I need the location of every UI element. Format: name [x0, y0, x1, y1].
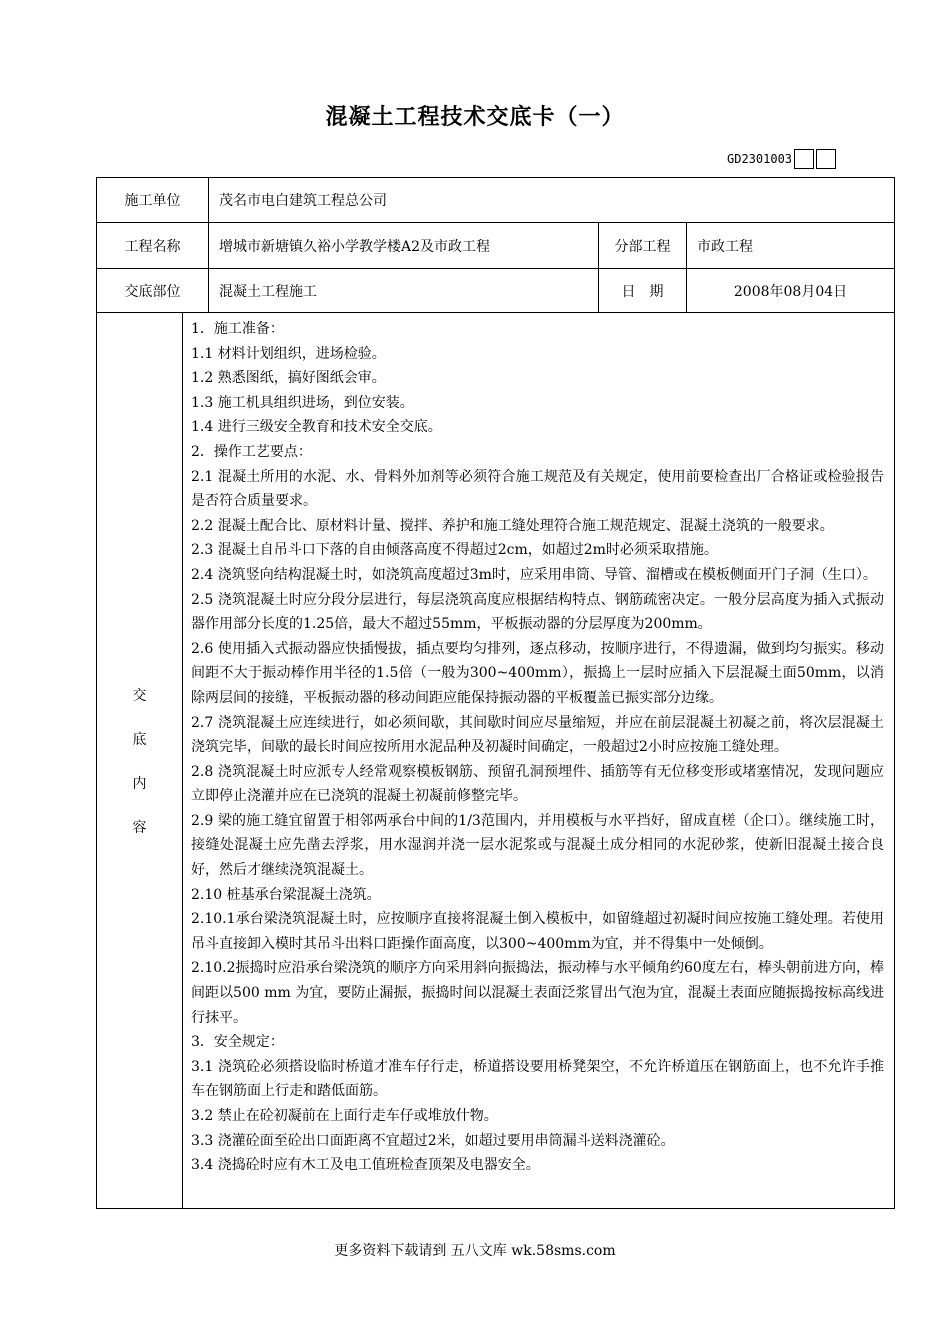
project-value: 增城市新塘镇久裕小学教学楼A2及市政工程	[209, 223, 599, 269]
date-value: 2008年08月04日	[687, 269, 895, 313]
content-line: 3.1 浇筑砼必须搭设临时桥道才准车仔行走，桥道搭设要用桥凳架空，不允许桥道压在钢筋面上，也不允许手推车在钢筋面上行走和踏低面筋。	[191, 1058, 885, 1100]
location-value: 混凝土工程施工	[209, 269, 599, 313]
side-char: 底	[132, 731, 147, 748]
content-line: 2.1 混凝土所用的水泥、水、骨料外加剂等必须符合施工规范及有关规定，使用前要检查出厂合格证或检验报告是否符合质量要求。	[191, 468, 885, 510]
content-line: 2.10.1承台梁浇筑混凝土时，应按顺序直接将混凝土倒入模板中，如留缝超过初凝时间应按施工缝处理。若使用吊斗直接卸入模时其吊斗出料口距操作面高度，以300~400mm为宜，并不得集中一处倾倒。	[191, 911, 885, 952]
content-line: 2.10 桩基承台梁混凝土浇筑。	[191, 886, 381, 903]
doc-code-row	[727, 148, 836, 170]
unit-value: 茂名市电白建筑工程总公司	[209, 178, 895, 223]
content-line: 2.7 浇筑混凝土应连续进行，如必须间歇，其间歇时间应尽量缩短，并应在前层混凝土初凝之前，将次层混凝土浇筑完毕，间歇的最长时间应按所用水泥品种及初凝时间确定，一般超过2小时应按施工缝处理。	[191, 714, 885, 756]
location-label: 交底部位	[97, 269, 209, 313]
content-line: 2.9 梁的施工缝宜留置于相邻两承台中间的1/3范围内，并用模板与水平挡好，留成直槎（企口）。继续施工时，接缝处混凝土应先凿去浮浆，用水湿润并浇一层水泥浆或与混凝土成分相同的水泥砂浆，使新旧混凝土接合良好，然后才继续浇筑混凝土。	[191, 812, 885, 879]
date-label: 日 期	[599, 269, 687, 313]
content-line: 3.4 浇捣砼时应有木工及电工值班检查顶架及电器安全。	[191, 1157, 540, 1174]
content-line: 2.8 浇筑混凝土时应派专人经常观察模板钢筋、预留孔洞预埋件、插筋等有无位移变形或堵塞情况，发现问题应立即停止浇灌并应在已浇筑的混凝土初凝前修整完毕。	[191, 763, 885, 805]
code-box-1	[794, 149, 814, 169]
side-char: 容	[132, 819, 147, 836]
side-char: 内	[132, 775, 147, 792]
content-line: 1.4 进行三级安全教育和技术安全交底。	[191, 419, 442, 436]
content-line: 2.4 浇筑竖向结构混凝土时，如浇筑高度超过3m时，应采用串筒、导管、溜槽或在模板侧面开门子洞（生口）。	[191, 566, 877, 583]
row-content	[97, 313, 895, 1209]
row-location	[97, 269, 895, 313]
row-project	[97, 223, 895, 269]
code-box-2	[816, 149, 836, 169]
content-line: 3.2 禁止在砼初凝前在上面行走车仔或堆放什物。	[191, 1108, 498, 1124]
content-line: 1.3 施工机具组织进场，到位安装。	[191, 394, 414, 411]
sub-project-label: 分部工程	[599, 223, 687, 269]
content-line: 1.2 熟悉图纸，搞好图纸会审。	[191, 370, 386, 387]
content-line: 2.5 浇筑混凝土时应分段分层进行，每层浇筑高度应根据结构特点、钢筋疏密决定。一般分层高度为插入式振动器作用部分长度的1.25倍，最大不超过55mm，平板振动器的分层厚度为200mm。	[191, 591, 885, 633]
content-body	[183, 313, 895, 1209]
content-line: 2.2 混凝土配合比、原材料计量、搅拌、养护和施工缝处理符合施工规范规定、混凝土浇筑的一般要求。	[191, 517, 834, 534]
sub-project-value: 市政工程	[687, 223, 895, 269]
content-line: 1.1 材料计划组织，进场检验。	[191, 345, 386, 362]
content-line: 2.3 混凝土自吊斗口下落的自由倾落高度不得超过2cm，如超过2m时必须采取措施。	[191, 542, 718, 559]
content-line: 3．安全规定：	[191, 1034, 284, 1051]
footer-link[interactable]: 更多资料下载请到 五八文库 wk.58sms.com	[334, 1243, 616, 1259]
content-line: 3.3 浇灌砼面至砼出口面距离不宜超过2米，如超过要用串筒漏斗送料浇灌砼。	[191, 1132, 675, 1149]
content-line: 1．施工准备：	[191, 321, 284, 337]
disclosure-table	[96, 177, 895, 1209]
side-char: 交	[132, 687, 147, 704]
row-unit	[97, 178, 895, 223]
content-line: 2.10.2振捣时应沿承台梁浇筑的顺序方向采用斜向振捣法，振动棒与水平倾角约60度左右，棒头朝前进方向，棒间距以500 mm 为宜，要防止漏振，振捣时间以混凝土表面泛浆冒出气泡为宜，混凝土表面应随振捣按标高线进行抹平。	[191, 960, 885, 1026]
content-side-label	[97, 313, 183, 1209]
page-title: 混凝土工程技术交底卡（一）	[325, 105, 625, 130]
unit-label: 施工单位	[97, 178, 209, 223]
doc-code: GD2301003	[727, 152, 793, 166]
content-line: 2．操作工艺要点：	[191, 443, 312, 460]
project-label: 工程名称	[97, 223, 209, 269]
content-line: 2.6 使用插入式振动器应快插慢拔，插点要均匀排列，逐点移动，按顺序进行，不得遗漏，做到均匀振实。移动间距不大于振动棒作用半径的1.5倍（一般为300~400mm），振捣上一层时应插入下层混凝土面50mm，以消除两层间的接缝，平板振动器的移动间距应能保持振动器的平板覆盖已振实部分边缘。	[191, 640, 885, 706]
